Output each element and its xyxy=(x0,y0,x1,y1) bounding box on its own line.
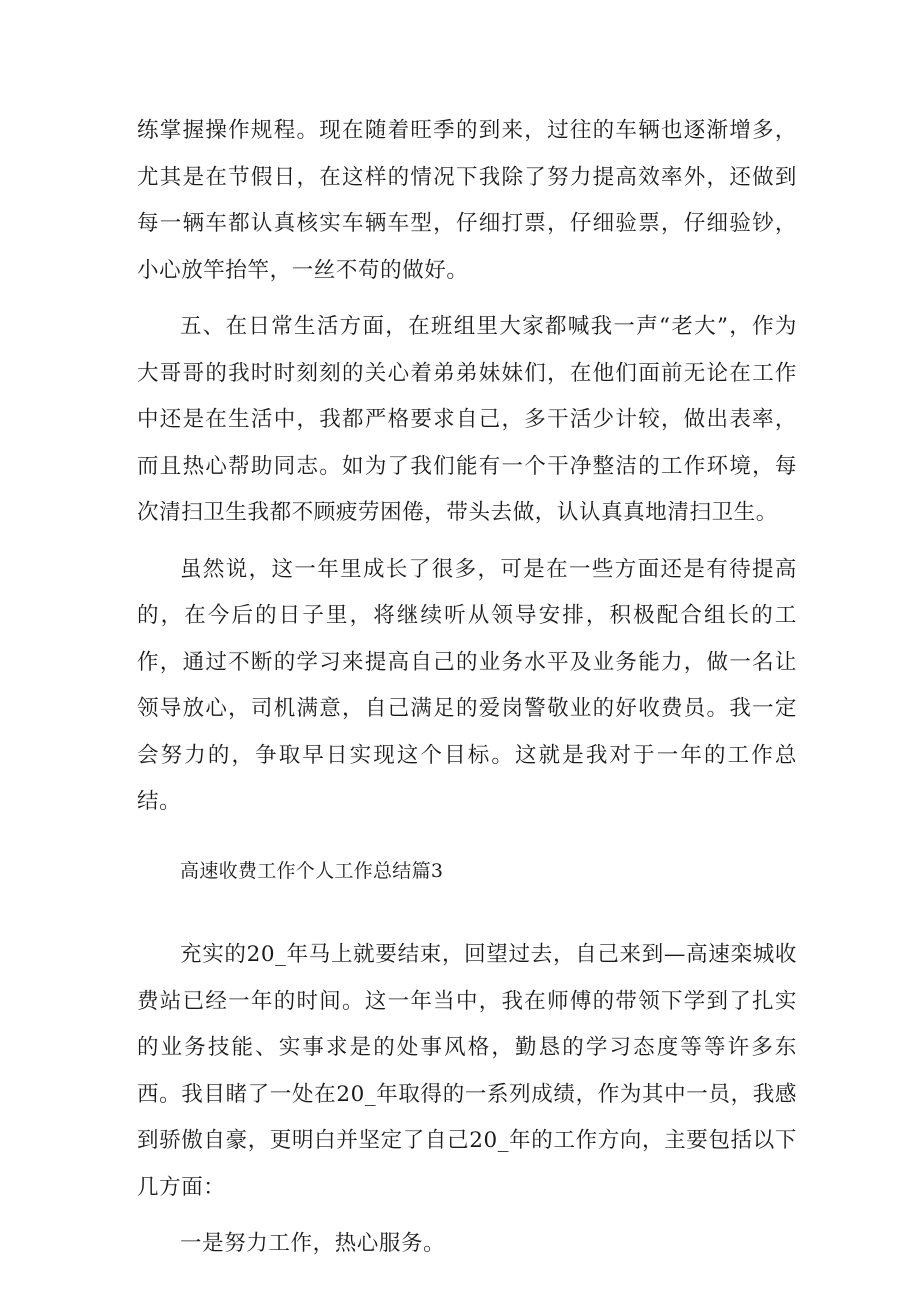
paragraph-improvement: 虽然说，这一年里成长了很多，可是在一些方面还是有待提高的，在今后的日子里，将继续听从领导安排，积极配合组长的工作，通过不断的学习来提高自己的业务水平及业务能力，做一名让领导放心，司机满意，自己满足的爱岗警敬业的好收费员。我一定会努力的，争取早日实现这个目标。这就是我对于一年的工作总结。 xyxy=(137,556,797,814)
document-body xyxy=(137,108,797,1268)
paragraph-continuation: 练掌握操作规程。现在随着旺季的到来，过往的车辆也逐渐增多，尤其是在节假日，在这样的情况下我除了努力提高效率外，还做到每一辆车都认真核实车辆车型，仔细打票，仔细验票，仔细验钞，小心放竿抬竿，一丝不苟的做好。 xyxy=(137,118,797,283)
paragraph-daily-life: 五、在日常生活方面，在班组里大家都喊我一声“老大”，作为大哥哥的我时时刻刻的关心着弟弟妹妹们，在他们面前无论在工作中还是在生活中，我都严格要求自己，多干活少计较，做出表率，而且热心帮助同志。如为了我们能有一个干净整洁的工作环境，每次清扫卫生我都不顾疲劳困倦，带头去做，认认真真地清扫卫生。 xyxy=(137,314,797,525)
section-heading: 高速收费工作个人工作总结篇3 xyxy=(180,859,444,882)
paragraph-point-one: 一是努力工作，热心服务。 xyxy=(180,1231,446,1256)
paragraph-intro: 充实的20_年马上就要结束，回望过去，自己来到—高速栾城收费站已经一年的时间。这一年当中，我在师傅的带领下学到了扎实的业务技能、实事求是的处事风格，勤恳的学习态度等等许多东西。我目睹了一处在20_年取得的一系列成绩，作为其中一员，我感到骄傲自豪，更明白并坚定了自己20_年的工作方向，主要包括以下几方面： xyxy=(137,942,797,1200)
